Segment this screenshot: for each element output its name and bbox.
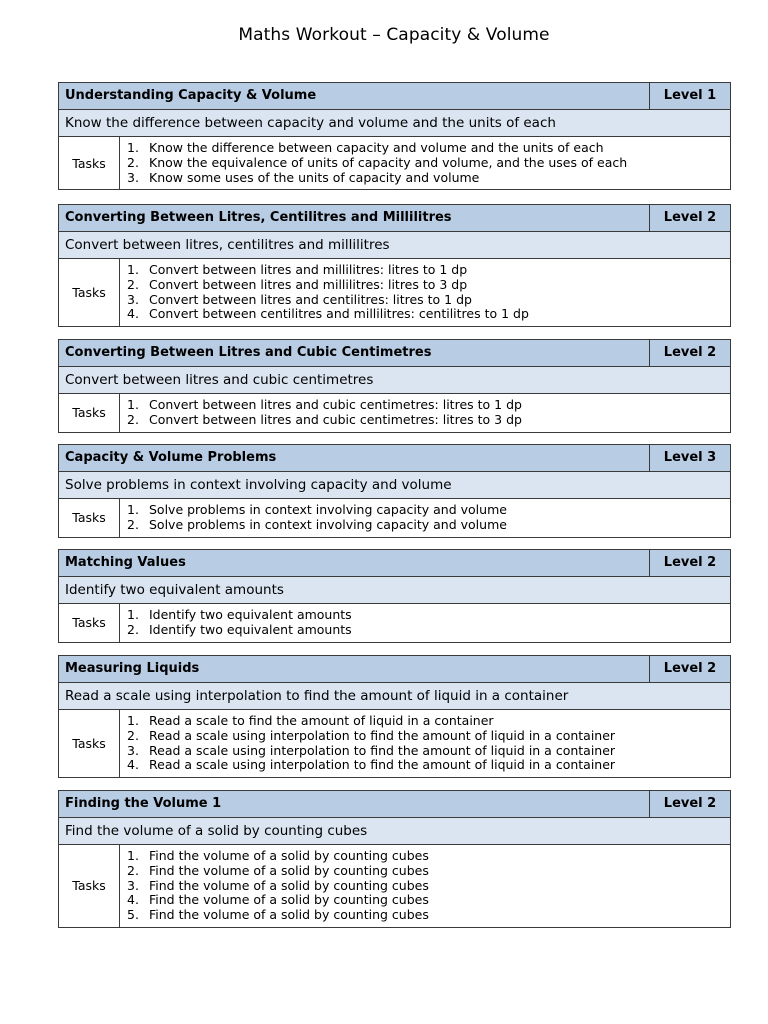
section-title: Understanding Capacity & Volume [59, 83, 650, 109]
task-text: Convert between litres and cubic centimetres: litres to 1 dp [149, 397, 522, 412]
tasks-label: Tasks [59, 499, 120, 537]
task-text: Convert between centilitres and millilitres: centilitres to 1 dp [149, 306, 529, 322]
tasks-row [59, 499, 730, 537]
section-header [59, 340, 730, 367]
task-item [120, 849, 730, 864]
task-item [120, 908, 730, 923]
task-text: Know some uses of the units of capacity and volume [149, 169, 480, 185]
task-item [120, 744, 730, 759]
section-objective: Solve problems in context involving capacity and volume [59, 472, 730, 499]
task-number: 5. [127, 907, 139, 923]
task-item [120, 879, 730, 894]
workout-section [58, 655, 731, 778]
task-number: 2. [127, 727, 139, 743]
tasks-row [59, 259, 730, 326]
tasks-list [120, 499, 730, 537]
task-text: Read a scale using interpolation to find the amount of liquid in a container [149, 742, 616, 758]
section-objective: Convert between litres and cubic centimetres [59, 367, 730, 394]
task-text: Identify two equivalent amounts [149, 607, 352, 622]
task-text: Convert between litres and centilitres: litres to 1 dp [149, 291, 472, 307]
task-item [120, 307, 730, 322]
tasks-row [59, 604, 730, 642]
tasks-list [120, 394, 730, 432]
task-item [120, 156, 730, 171]
task-item [120, 171, 730, 186]
section-level: Level 3 [663, 450, 717, 465]
section-title: Finding the Volume 1 [59, 791, 650, 817]
tasks-row [59, 394, 730, 432]
tasks-label: Tasks [59, 845, 120, 927]
task-text: Find the volume of a solid by counting cubes [149, 848, 429, 863]
task-text: Read a scale using interpolation to find the amount of liquid in a container [149, 727, 616, 743]
task-text: Know the difference between capacity and volume and the units of each [149, 140, 604, 155]
tasks-label: Tasks [59, 259, 120, 326]
section-title: Matching Values [59, 550, 650, 576]
task-item [120, 893, 730, 908]
section-header [59, 445, 730, 472]
tasks-list [120, 710, 730, 777]
workout-section [58, 549, 731, 643]
section-header [59, 205, 730, 232]
task-item [120, 518, 730, 533]
task-item [120, 141, 730, 156]
task-text: Convert between litres and millilitres: litres to 3 dp [149, 276, 468, 292]
section-objective: Identify two equivalent amounts [59, 577, 730, 604]
task-number: 4. [127, 757, 139, 773]
section-header [59, 791, 730, 818]
task-item [120, 263, 730, 278]
workout-section [58, 790, 731, 928]
section-title: Converting Between Litres, Centilitres and Millilitres [59, 205, 650, 231]
tasks-label: Tasks [59, 604, 120, 642]
task-number: 2. [127, 862, 139, 878]
task-number: 1. [127, 607, 139, 622]
task-item [120, 398, 730, 413]
task-item [120, 758, 730, 773]
section-header [59, 83, 730, 110]
task-item [120, 413, 730, 428]
task-number: 1. [127, 262, 139, 277]
task-number: 1. [127, 848, 139, 863]
task-text: Find the volume of a solid by counting cubes [149, 907, 429, 923]
section-title: Converting Between Litres and Cubic Centimetres [59, 340, 650, 366]
section-level: Level 2 [663, 210, 717, 225]
tasks-label: Tasks [59, 710, 120, 777]
task-number: 4. [127, 306, 139, 322]
task-number: 3. [127, 742, 139, 758]
task-number: 1. [127, 502, 139, 517]
task-number: 1. [127, 140, 139, 155]
task-item [120, 278, 730, 293]
task-number: 2. [127, 516, 139, 532]
task-number: 2. [127, 154, 139, 170]
task-item [120, 503, 730, 518]
workout-section [58, 82, 731, 190]
section-level: Level 2 [663, 796, 717, 811]
task-item [120, 623, 730, 638]
task-item [120, 864, 730, 879]
section-level: Level 2 [663, 345, 717, 360]
task-text: Know the equivalence of units of capacity and volume, and the uses of each [149, 154, 628, 170]
section-level: Level 2 [663, 661, 717, 676]
tasks-list [120, 137, 730, 189]
tasks-list [120, 604, 730, 642]
task-text: Solve problems in context involving capacity and volume [149, 516, 507, 532]
workout-section [58, 444, 731, 538]
section-level: Level 2 [663, 555, 717, 570]
task-text: Solve problems in context involving capacity and volume [149, 502, 507, 517]
tasks-label: Tasks [59, 137, 120, 189]
tasks-list [120, 845, 730, 927]
task-text: Convert between litres and millilitres: litres to 1 dp [149, 262, 468, 277]
page-title: Maths Workout – Capacity & Volume [238, 25, 550, 45]
tasks-list [120, 259, 730, 326]
section-header [59, 550, 730, 577]
section-title: Capacity & Volume Problems [59, 445, 650, 471]
task-text: Identify two equivalent amounts [149, 621, 352, 637]
task-text: Convert between litres and cubic centimetres: litres to 3 dp [149, 411, 522, 427]
workout-section [58, 339, 731, 433]
task-text: Read a scale using interpolation to find the amount of liquid in a container [149, 757, 616, 773]
section-level: Level 1 [663, 88, 717, 103]
task-text: Read a scale to find the amount of liquid in a container [149, 713, 494, 728]
section-title: Measuring Liquids [59, 656, 650, 682]
tasks-row [59, 137, 730, 189]
task-number: 1. [127, 713, 139, 728]
task-number: 3. [127, 291, 139, 307]
task-number: 3. [127, 877, 139, 893]
task-item [120, 293, 730, 308]
task-number: 2. [127, 411, 139, 427]
task-item [120, 608, 730, 623]
task-text: Find the volume of a solid by counting cubes [149, 877, 429, 893]
task-number: 2. [127, 276, 139, 292]
task-number: 1. [127, 397, 139, 412]
section-objective: Read a scale using interpolation to find the amount of liquid in a container [59, 683, 730, 710]
task-number: 2. [127, 621, 139, 637]
tasks-row [59, 845, 730, 927]
section-header [59, 656, 730, 683]
tasks-row [59, 710, 730, 777]
section-objective: Know the difference between capacity and volume and the units of each [59, 110, 730, 137]
tasks-label: Tasks [59, 394, 120, 432]
task-text: Find the volume of a solid by counting cubes [149, 892, 429, 908]
task-number: 4. [127, 892, 139, 908]
section-objective: Convert between litres, centilitres and millilitres [59, 232, 730, 259]
section-objective: Find the volume of a solid by counting cubes [59, 818, 730, 845]
task-item [120, 729, 730, 744]
task-text: Find the volume of a solid by counting cubes [149, 862, 429, 878]
task-item [120, 714, 730, 729]
task-number: 3. [127, 169, 139, 185]
workout-section [58, 204, 731, 327]
